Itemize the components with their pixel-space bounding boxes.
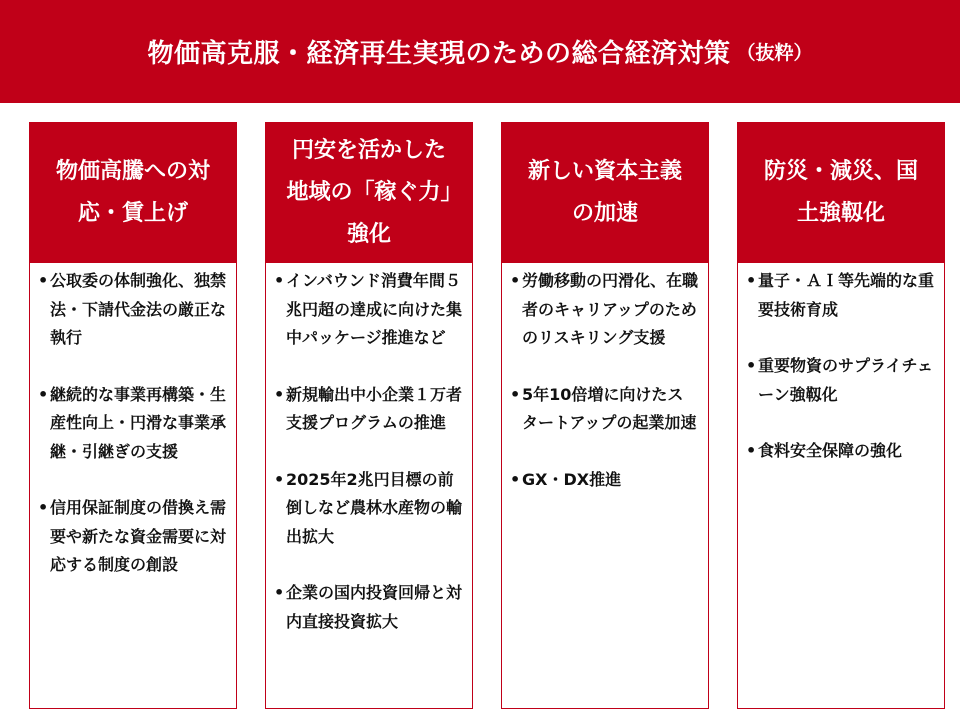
bullet-icon: • [746, 271, 757, 290]
list-item-text: 2025年2兆円目標の前倒しなど農林水産物の輸出拡大 [286, 469, 463, 546]
list-item [38, 494, 226, 580]
list-item [510, 466, 698, 495]
list-item-text: 5年10倍増に向けたスタートアップの起業加速 [522, 384, 697, 432]
title-banner [0, 0, 960, 103]
list-item [38, 381, 226, 467]
column-header [266, 123, 472, 263]
list-item-text: 企業の国内投資回帰と対内直接投資拡大 [286, 583, 463, 631]
bullet-icon: • [274, 384, 285, 404]
list-item-text: 継続的な事業再構築・生産性向上・円滑な事業承継・引継ぎの支援 [50, 384, 227, 461]
column-header [502, 123, 708, 263]
column-item-list [30, 263, 236, 580]
list-item-text: インバウンド消費年間５兆円超の達成に向けた集中パッケージ推進など [286, 271, 463, 347]
bullet-icon: • [38, 271, 49, 290]
list-item-text: 食料安全保障の強化 [758, 441, 903, 460]
list-item-text: 量子・ＡＩ等先端的な重要技術育成 [758, 271, 935, 319]
list-item [510, 381, 698, 438]
list-item [38, 267, 226, 353]
list-item [274, 267, 462, 353]
policy-column-new-capitalism [501, 122, 709, 709]
list-item [746, 352, 934, 409]
bullet-icon: • [274, 583, 285, 602]
policy-column-weak-yen [265, 122, 473, 709]
column-item-list [502, 263, 708, 494]
list-item [510, 267, 698, 353]
bullet-icon: • [510, 469, 521, 489]
page-title-suffix: （抜粋） [736, 42, 813, 64]
bullet-icon: • [38, 498, 49, 517]
column-header [738, 123, 944, 263]
list-item-text: 公取委の体制強化、独禁法・下請代金法の厳正な執行 [50, 271, 227, 347]
bullet-icon: • [38, 384, 49, 404]
column-title: 防災・減災、国土強靱化 [763, 159, 918, 226]
list-item-text: GX・DX推進 [522, 469, 622, 489]
list-item [274, 381, 462, 438]
list-item [746, 437, 934, 466]
page-title: 物価高克服・経済再生実現のための総合経済対策 [147, 39, 731, 69]
column-title: 物価高騰への対応・賃上げ [55, 159, 210, 226]
list-item-text: 新規輸出中小企業１万者支援プログラムの推進 [286, 384, 463, 432]
list-item-text: 労働移動の円滑化、在職者のキャリアップのためのリスキリング支援 [522, 271, 699, 347]
bullet-icon: • [510, 384, 521, 404]
bullet-icon: • [746, 356, 757, 375]
bullet-icon: • [274, 469, 285, 489]
list-item [746, 267, 934, 324]
policy-column-inflation [29, 122, 237, 709]
column-title: 円安を活かした地域の「稼ぐ力」強化 [286, 138, 452, 247]
column-title: 新しい資本主義の加速 [527, 159, 682, 226]
bullet-icon: • [746, 441, 757, 460]
column-header [30, 123, 236, 263]
bullet-icon: • [274, 271, 285, 290]
list-item-text: 重要物資のサプライチェーン強靱化 [758, 356, 934, 404]
column-item-list [738, 263, 944, 466]
list-item [274, 466, 462, 552]
column-item-list [266, 263, 472, 636]
policy-column-disaster-prevention [737, 122, 945, 709]
list-item-text: 信用保証制度の借換え需要や新たな資金需要に対応する制度の創設 [50, 498, 227, 574]
list-item [274, 579, 462, 636]
bullet-icon: • [510, 271, 521, 290]
